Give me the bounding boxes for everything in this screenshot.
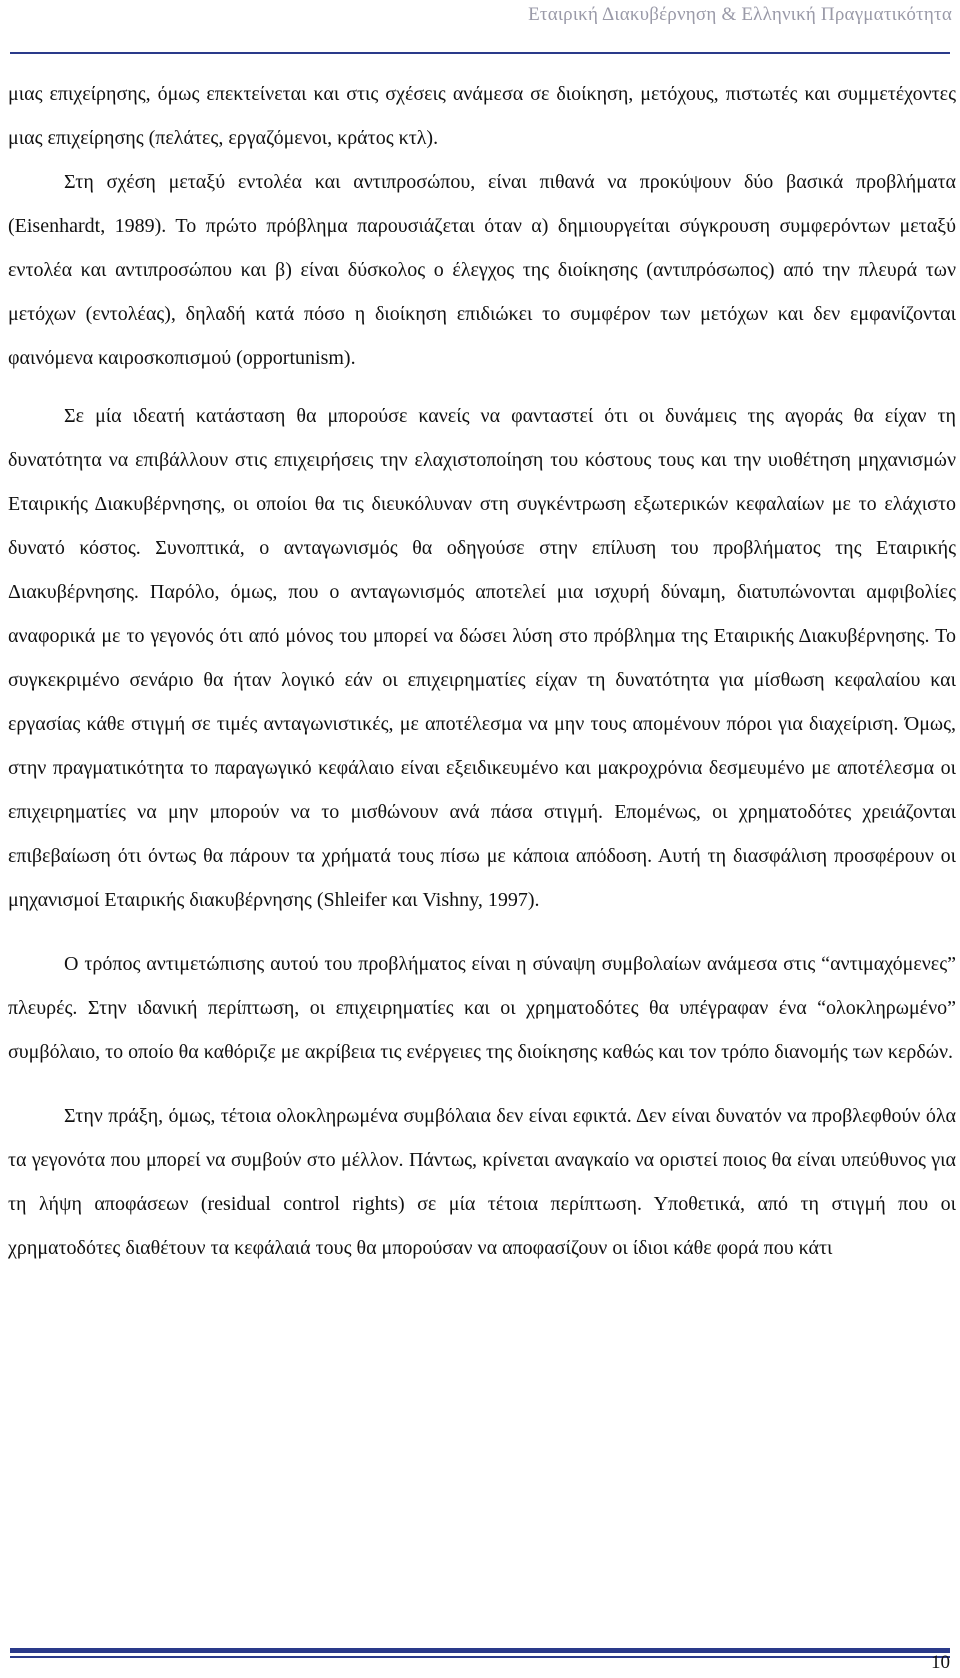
- header-rule: [10, 52, 950, 54]
- paragraph-2: Στη σχέση μεταξύ εντολέα και αντιπροσώπου, είναι πιθανά να προκύψουν δύο βασικά προβλήματα (Eisenhardt, 1989). Το πρώτο πρόβλημα παρουσιάζεται όταν α) δημιουργείται σύγκρουση συμφερόντων μεταξύ εντολέα και αντιπροσώπου και β) είναι δύσκολος ο έλεγχος της διοίκησης (αντιπρόσωπος) από την πλευρά των μετόχων (εντολέας), δηλαδή κατά πόσο η διοίκηση επιδιώκει το συμφέρον των μετόχων και δεν εμφανίζονται φαινόμενα καιροσκοπισμού (opportunism).: [8, 171, 956, 369]
- document-body: [8, 72, 956, 1270]
- running-header-title: Εταιρική Διακυβέρνηση & Ελληνική Πραγματικότητα: [528, 4, 952, 25]
- paragraph-4: Ο τρόπος αντιμετώπισης αυτού του προβλήματος είναι η σύναψη συμβολαίων ανάμεσα στις “αντιμαχόμενες” πλευρές. Στην ιδανική περίπτωση, οι επιχειρηματίες και οι χρηματοδότες θα υπέγραφαν ένα “ολοκληρωμένο” συμβόλαιο, το οποίο θα καθόριζε με ακρίβεια τις ενέργειες της διοίκησης καθώς και τον τρόπο διανομής των κερδών.: [8, 953, 956, 1063]
- paragraph-5: Στην πράξη, όμως, τέτοια ολοκληρωμένα συμβόλαια δεν είναι εφικτά. Δεν είναι δυνατόν να προβλεφθούν όλα τα γεγονότα που μπορεί να συμβούν στο μέλλον. Πάντως, κρίνεται αναγκαίο να οριστεί ποιος θα είναι υπεύθυνος για τη λήψη αποφάσεων (residual control rights) σε μία τέτοια περίπτωση. Υποθετικά, από τη στιγμή που οι χρηματοδότες διαθέτουν τα κεφάλαιά τους θα μπορούσαν να αποφασίζουν οι ίδιοι κάθε φορά που κάτι: [8, 1105, 956, 1259]
- footer-rule: [10, 1648, 950, 1658]
- paragraph-1: μιας επιχείρησης, όμως επεκτείνεται και στις σχέσεις ανάμεσα σε διοίκηση, μετόχους, πιστωτές και συμμετέχοντες μιας επιχείρησης (πελάτες, εργαζόμενοι, κράτος κτλ).: [8, 83, 956, 149]
- paragraph-3: Σε μία ιδεατή κατάσταση θα μπορούσε κανείς να φανταστεί ότι οι δυνάμεις της αγοράς θα είχαν τη δυνατότητα να επιβάλλουν στις επιχειρήσεις την ελαχιστοποίηση του κόστους τους και την υιοθέτηση μηχανισμών Εταιρικής Διακυβέρνησης, οι οποίοι θα τις διευκόλυναν στη συγκέντρωση εξωτερικών κεφαλαίων με το ελάχιστο δυνατό κόστος. Συνοπτικά, ο ανταγωνισμός θα οδηγούσε στην επίλυση του προβλήματος της Εταιρικής Διακυβέρνησης. Παρόλο, όμως, που ο ανταγωνισμός αποτελεί μια ισχυρή δύναμη, διατυπώνονται αμφιβολίες αναφορικά με το γεγονός ότι από μόνος του μπορεί να δώσει λύση στο πρόβλημα της Εταιρικής Διακυβέρνησης. Το συγκεκριμένο σενάριο θα ήταν λογικό εάν οι επιχειρηματίες είχαν τη δυνατότητα για μίσθωση κεφαλαίου και εργασίας κάθε στιγμή σε τιμές ανταγωνιστικές, με αποτέλεσμα να μην τους απομένουν πόροι για διαχείριση. Όμως, στην πραγματικότητα το παραγωγικό κεφάλαιο είναι εξειδικευμένο και μακροχρόνια δεσμευμένο με αποτέλεσμα οι επιχειρηματίες να μην μπορούν να το μισθώνουν ανά πάσα στιγμή. Επομένως, οι χρηματοδότες χρειάζονται επιβεβαίωση ότι όντως θα πάρουν τα χρήματά τους πίσω με κάποια απόδοση. Αυτή τη διασφάλιση προσφέρουν οι μηχανισμοί Εταιρικής διακυβέρνησης (Shleifer και Vishny, 1997).: [8, 405, 956, 911]
- page-number: 10: [931, 1652, 950, 1673]
